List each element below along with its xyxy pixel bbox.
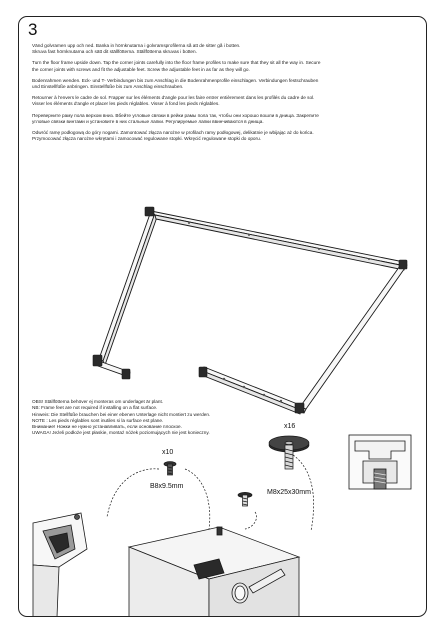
- step-number: 3: [28, 20, 38, 39]
- frame-corner-detail: [129, 527, 299, 617]
- adjustable-foot-icon: [269, 436, 309, 469]
- screw-quantity-label: x10: [162, 449, 174, 456]
- instruction-english: Turn the floor frame upside down. Tap the corner joints carefully into the floor frame profiles to make sure that they sit all the way in. Secure the corner joints with screws and fit the adjustable feet. Screw the adjustable feet in as far as they will go.: [32, 60, 321, 72]
- corner-joint-detail: [33, 513, 87, 617]
- instruction-page: [18, 16, 427, 617]
- screw-spec-label: B8x9.5mm: [150, 483, 184, 490]
- instruction-french: Retourner à l'envers le cadre de sol. Frapper sur les éléments d'angle pour les faire entrer entièrement dans les profilés du cadre de sol. Visser les éléments d'angle et placer les pieds réglables. Visser à fond les pieds réglables.: [32, 95, 315, 107]
- foot-quantity-label: x16: [284, 423, 296, 430]
- foot-spec-label: M8x25x30mm: [267, 489, 311, 496]
- profile-cross-section: [349, 435, 411, 489]
- notes-block: OBS! Ställfötterna behöver ej monteras om underlaget är plant. NB: Frame feet are not required if installing on a flat surface. Hinweis: Die Stellfüße brauchen bei einer ebenen Unterlage nicht montiert zu werden. NOTE : Les pieds réglables sont inutiles si la surface est plane. Внимание! Ножки не нужно устанавливать, если основание плоское. UWAGA! Jeżeli podłoże jest płaskie, montaż nóżek poziomujących nie jest konieczny.: [32, 399, 211, 436]
- instruction-polish: Odwróć ramę podłogową do góry nogami. Zamontować złącza narożne w profilach ramy podłogowej, delikatnie je wbijając aż do końca. Przymocować złącza narożne wkrętami i zamocować regulowane stopki. Wkręcić regulowane stopki do oporu.: [32, 130, 314, 142]
- screw-icon: [164, 462, 176, 475]
- instruction-russian: Переверните раму пола верхом вниз. Вбейте угловые связки в рейки рамы пола так, чтобы они хорошо вошли в днища. Закрепите угловые связки винтами и установите в них стальные лапки. Регулируемые лапки ввинчиваются в днища.: [32, 112, 319, 124]
- instruction-swedish: Vänd golvramen upp och ned. Banka in hörnknutarna i golvramsprofilerna så att de sitter gå i botten. Skruva fast hörnknutarna och sätt dit ställfötterna. Ställfötterna skruvas i botten.: [32, 43, 241, 55]
- detail-illustration: [19, 17, 427, 617]
- instruction-german: Bodenrahmen wenden. Eck- und T- Verbindungen bis zum Anschlag in die Bodenrahmenprofile einschlagen. Verbindungen festschrauben und Einstellfüße anbringen. Einstellfüße bis zum Anschlag einschrauben.: [32, 77, 319, 90]
